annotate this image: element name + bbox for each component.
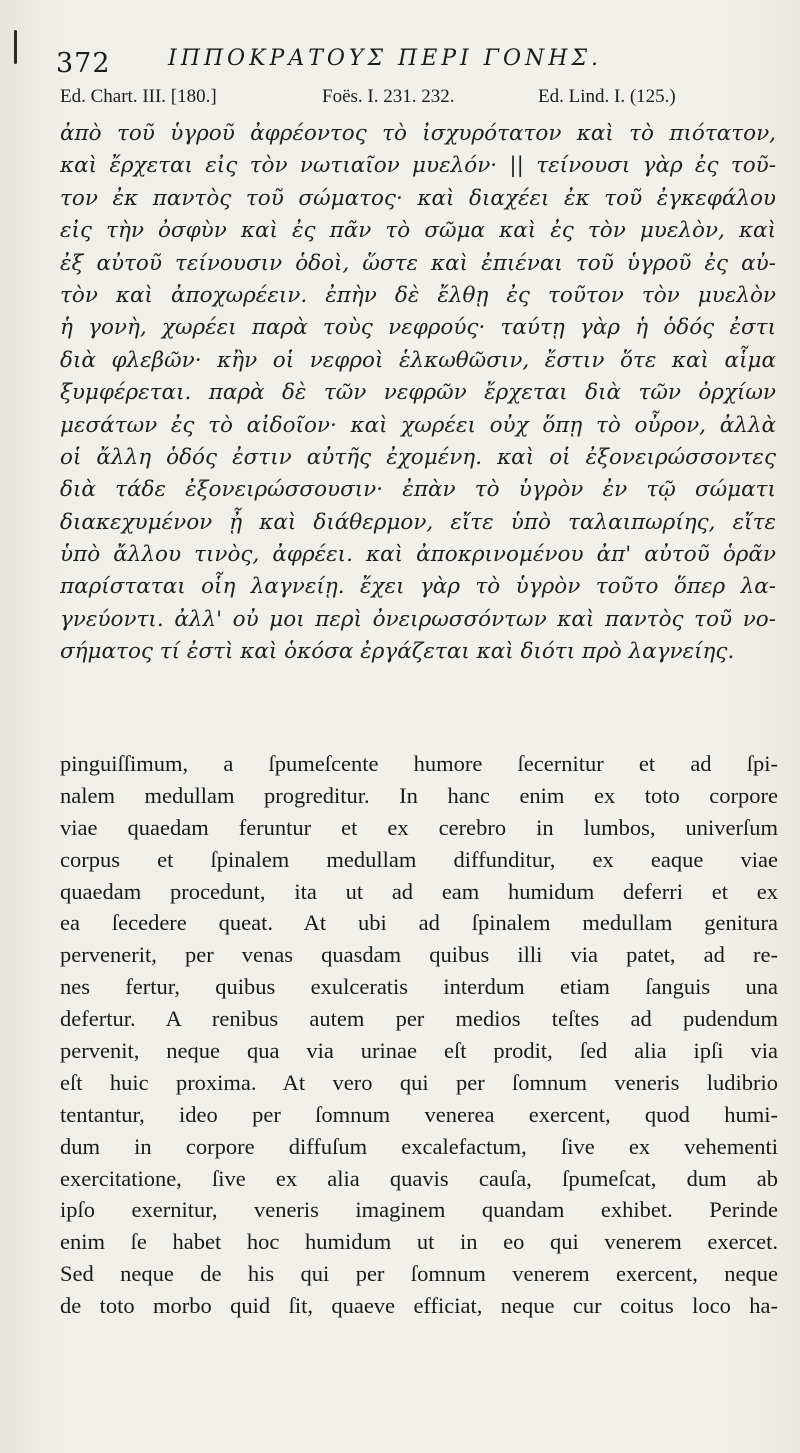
latin-text-line: dum in corpore diffuſum excalefactum, ſive ex vehementi (60, 1133, 778, 1159)
running-title: ΙΠΠΟΚΡΑΤΟΥΣ ΠΕΡΙ ΓΟΝΗΣ. (168, 46, 603, 71)
latin-text-line: Sed neque de his qui per ſomnum venerem exercent, neque (60, 1261, 778, 1287)
latin-text-line: ea ſecedere queat. At ubi ad ſpinalem medullam genitura (60, 910, 778, 936)
page-number: 372 (56, 48, 111, 79)
greek-text-line: διακεχυμένον ᾖ καὶ διάθερμον, εἴτε ὑπὸ ταλαιπωρίης, εἴτε (60, 509, 776, 535)
greek-text-line: ἐξ αὐτοῦ τείνουσιν ὁδοὶ, ὥστε καὶ ἐπιέναι τοῦ ὑγροῦ ἐς αὐ- (60, 250, 776, 276)
latin-text-line: pinguiſſimum, a ſpumeſcente humore ſecernitur et ad ſpi- (60, 751, 778, 776)
latin-text-line: de toto morbo quid ſit, quaeve efficiat, neque cur coitus loco ha- (60, 1293, 778, 1319)
ref-chart: Ed. Chart. III. [180.] (60, 86, 217, 107)
greek-text-line: ξυμφέρεται. παρὰ δὲ τῶν νεφρῶν ἔρχεται διὰ τῶν ὀρχίων (60, 380, 776, 406)
edition-references (60, 86, 772, 116)
latin-text-line: eſt huic proxima. At vero qui per ſomnum veneris ludibrio (60, 1069, 778, 1095)
ref-lind: Ed. Lind. I. (125.) (538, 86, 676, 107)
latin-text-line: exercitatione, ſive ex alia quavis cauſa, ſpumeſcat, dum ab (60, 1165, 778, 1191)
greek-text-block (60, 118, 776, 669)
latin-text-line: nes fertur, quibus exulceratis interdum etiam ſanguis una (60, 974, 778, 1000)
latin-text-line: tentantur, ideo per ſomnum venerea exercent, quod humi- (60, 1101, 778, 1127)
greek-text-line: ἡ γονὴ, χωρέει παρὰ τοὺς νεφρούς· ταύτῃ γὰρ ἡ ὁδός ἐστι (60, 315, 776, 341)
latin-text-line: corpus et ſpinalem medullam diffunditur, ex eaque viae (60, 846, 778, 872)
greek-text-line: γνεύοντι. ἀλλ' οὐ μοι περὶ ὀνειρωσσόντων καὶ παντὸς τοῦ νο- (60, 606, 776, 632)
greek-text-line: παρίσταται οἷη λαγνείῃ. ἔχει γὰρ τὸ ὑγρὸν τοῦτο ὅπερ λα- (60, 574, 776, 600)
greek-text-line: ὑπὸ ἄλλου τινὸς, ἀφρέει. καὶ ἀποκρινομένου ἀπ' αὐτοῦ ὁρᾶν (60, 542, 776, 568)
greek-text-line: διὰ φλεβῶν· κἢν οἱ νεφροὶ ἑλκωθῶσιν, ἔστιν ὅτε καὶ αἷμα (60, 347, 776, 373)
greek-text-line: σήματος τί ἐστὶ καὶ ὁκόσα ἐργάζεται καὶ διότι πρὸ λαγνείης. (60, 639, 735, 665)
latin-text-line: nalem medullam progreditur. In hanc enim ex toto corpore (60, 782, 778, 808)
margin-mark (14, 30, 17, 64)
ref-foes: Foës. I. 231. 232. (322, 86, 455, 107)
greek-text-line: καὶ ἔρχεται εἰς τὸν νωτιαῖον μυελόν· || τείνουσι γὰρ ἐς τοῦ- (60, 153, 776, 179)
greek-text-line: ἀπὸ τοῦ ὑγροῦ ἀφρέοντος τὸ ἰσχυρότατον καὶ τὸ πιότατον, (60, 121, 776, 146)
greek-text-line: οἱ ἄλλη ὁδός ἐστιν αὐτῆς ἐχομένη. καὶ οἱ ἐξονειρώσσοντες (60, 444, 776, 470)
latin-text-line: pervenerit, per venas quasdam quibus illi via patet, ad re- (60, 942, 778, 968)
latin-text-line: defertur. A renibus autem per medios teſtes ad pudendum (60, 1006, 778, 1032)
greek-text-line: μεσάτων ἐς τὸ αἰδοῖον· καὶ χωρέει οὐχ ὅπῃ τὸ οὖρον, ἀλλὰ (60, 412, 776, 438)
page-header (56, 40, 776, 84)
greek-text-line: διὰ τάδε ἐξονειρώσσουσιν· ἐπὰν τὸ ὑγρὸν ἐν τῷ σώματι (60, 477, 776, 503)
greek-text-line: εἰς τὴν ὀσφὺν καὶ ἐς πᾶν τὸ σῶμα καὶ ἐς τὸν μυελὸν, καὶ (60, 218, 776, 244)
latin-text-block (60, 748, 778, 1322)
greek-text-line: τὸν καὶ ἀποχωρέειν. ἐπὴν δὲ ἔλθῃ ἐς τοῦτον τὸν μυελὸν (60, 282, 776, 308)
latin-text-line: enim ſe habet hoc humidum ut in eo qui venerem exercet. (60, 1229, 778, 1255)
greek-text-line: τον ἐκ παντὸς τοῦ σώματος· καὶ διαχέει ἐκ τοῦ ἐγκεφάλου (60, 185, 776, 211)
latin-text-line: quaedam procedunt, ita ut ad eam humidum deferri et ex (60, 878, 778, 904)
latin-text-line: ipſo exernitur, veneris imaginem quandam exhibet. Perinde (60, 1197, 778, 1223)
latin-text-line: viae quaedam feruntur et ex cerebro in lumbos, univerſum (60, 814, 778, 840)
latin-text-line: pervenit, neque qua via urinae eſt prodit, ſed alia ipſi via (60, 1038, 778, 1064)
